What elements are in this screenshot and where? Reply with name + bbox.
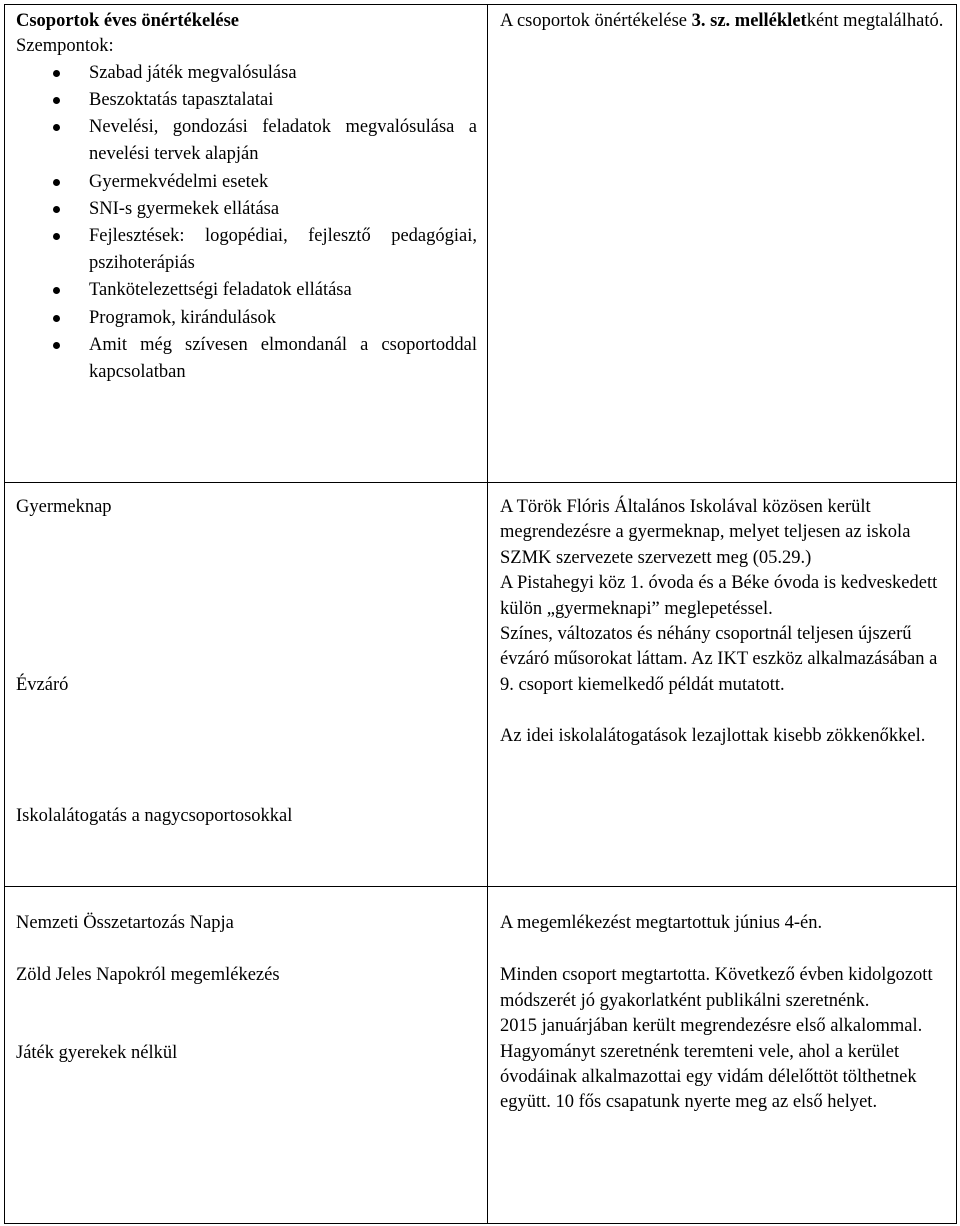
evaluation-table bbox=[4, 4, 957, 1224]
list-item: Nevelési, gondozási feladatok megvalósulása a nevelési tervek alapján bbox=[16, 114, 477, 168]
bullet-icon bbox=[53, 315, 60, 322]
event-label-iskolalatogatas: Iskolalátogatás a nagycsoportosokkal bbox=[16, 805, 293, 826]
cell-events-descriptions bbox=[488, 483, 957, 887]
criteria-list bbox=[16, 60, 477, 386]
event-text-gyermeknap-2: A Pistahegyi köz 1. óvoda és a Béke óvoda is kedveskedett külön „gyermeknapi” meglepetéssel. bbox=[500, 573, 938, 619]
event-label-gyermeknap: Gyermeknap bbox=[16, 497, 112, 517]
table-row-group-events bbox=[5, 483, 957, 887]
bullet-icon bbox=[53, 97, 60, 104]
list-item: SNI-s gyermekek ellátása bbox=[16, 196, 477, 223]
cell-self-evaluation-note bbox=[488, 5, 957, 483]
list-item: Szabad játék megvalósulása bbox=[16, 60, 477, 87]
cell-commemoration-labels bbox=[5, 887, 488, 1224]
list-item: Programok, kirándulások bbox=[16, 305, 477, 332]
bullet-icon bbox=[53, 70, 60, 77]
bullet-icon bbox=[53, 287, 60, 294]
event-text-iskolalatogatas: Az idei iskolalátogatások lezajlottak kisebb zökkenőkkel. bbox=[500, 726, 926, 747]
event-label-nemzeti: Nemzeti Összetartozás Napja bbox=[16, 913, 234, 933]
list-item: Tankötelezettségi feladatok ellátása bbox=[16, 277, 477, 304]
list-item: Fejlesztések: logopédiai, fejlesztő pedagógiai, pszihoterápiás bbox=[16, 223, 477, 277]
table-row-group-self-evaluation bbox=[5, 5, 957, 483]
event-text-jatek: 2015 januárjában került megrendezésre első alkalommal. Hagyományt szeretnénk teremteni vele, ahol a kerület óvodáinak alkalmazottai egy vidám délelőttöt tölthetnek együtt. 10 fős csapatunk nyerte meg az első helyet. bbox=[500, 1016, 923, 1113]
event-text-evzaro: Színes, változatos és néhány csoportnál teljesen újszerű évzáró műsorokat láttam. Az IKT eszköz alkalmazásában a 9. csoport kiemelkedő példát mutatott. bbox=[500, 624, 938, 695]
cell-events-labels bbox=[5, 483, 488, 887]
event-text-gyermeknap-1: A Török Flóris Általános Iskolával közösen került megrendezésre a gyermeknap, melyet teljesen az iskola SZMK szervezete szervezett meg (05.29.) bbox=[500, 497, 911, 568]
bullet-icon bbox=[53, 124, 60, 131]
list-item: Amit még szívesen elmondanál a csoportoddal kapcsolatban bbox=[16, 332, 477, 386]
list-item: Beszoktatás tapasztalatai bbox=[16, 87, 477, 114]
self-evaluation-note: A csoportok önértékelése 3. sz. mellékletként megtalálható. bbox=[500, 11, 944, 31]
table-row-group-commemorations bbox=[5, 887, 957, 1224]
list-item: Gyermekvédelmi esetek bbox=[16, 169, 477, 196]
section-title: Csoportok éves önértékelése bbox=[16, 11, 239, 31]
bullet-icon bbox=[53, 342, 60, 349]
bullet-icon bbox=[53, 179, 60, 186]
event-label-evzaro: Évzáró bbox=[16, 675, 69, 696]
event-label-zold: Zöld Jeles Napokról megemlékezés bbox=[16, 965, 280, 986]
cell-self-evaluation-criteria bbox=[5, 5, 488, 483]
cell-commemoration-descriptions bbox=[488, 887, 957, 1224]
event-label-jatek: Játék gyerekek nélkül bbox=[16, 1042, 178, 1063]
event-text-nemzeti: A megemlékezést megtartottuk június 4-én. bbox=[500, 913, 823, 933]
bullet-icon bbox=[53, 233, 60, 240]
bullet-icon bbox=[53, 206, 60, 213]
criteria-heading: Szempontok: bbox=[16, 36, 114, 57]
event-text-zold: Minden csoport megtartotta. Következő évben kidolgozott módszerét jó gyakorlatként publikálni szeretnénk. bbox=[500, 965, 933, 1011]
